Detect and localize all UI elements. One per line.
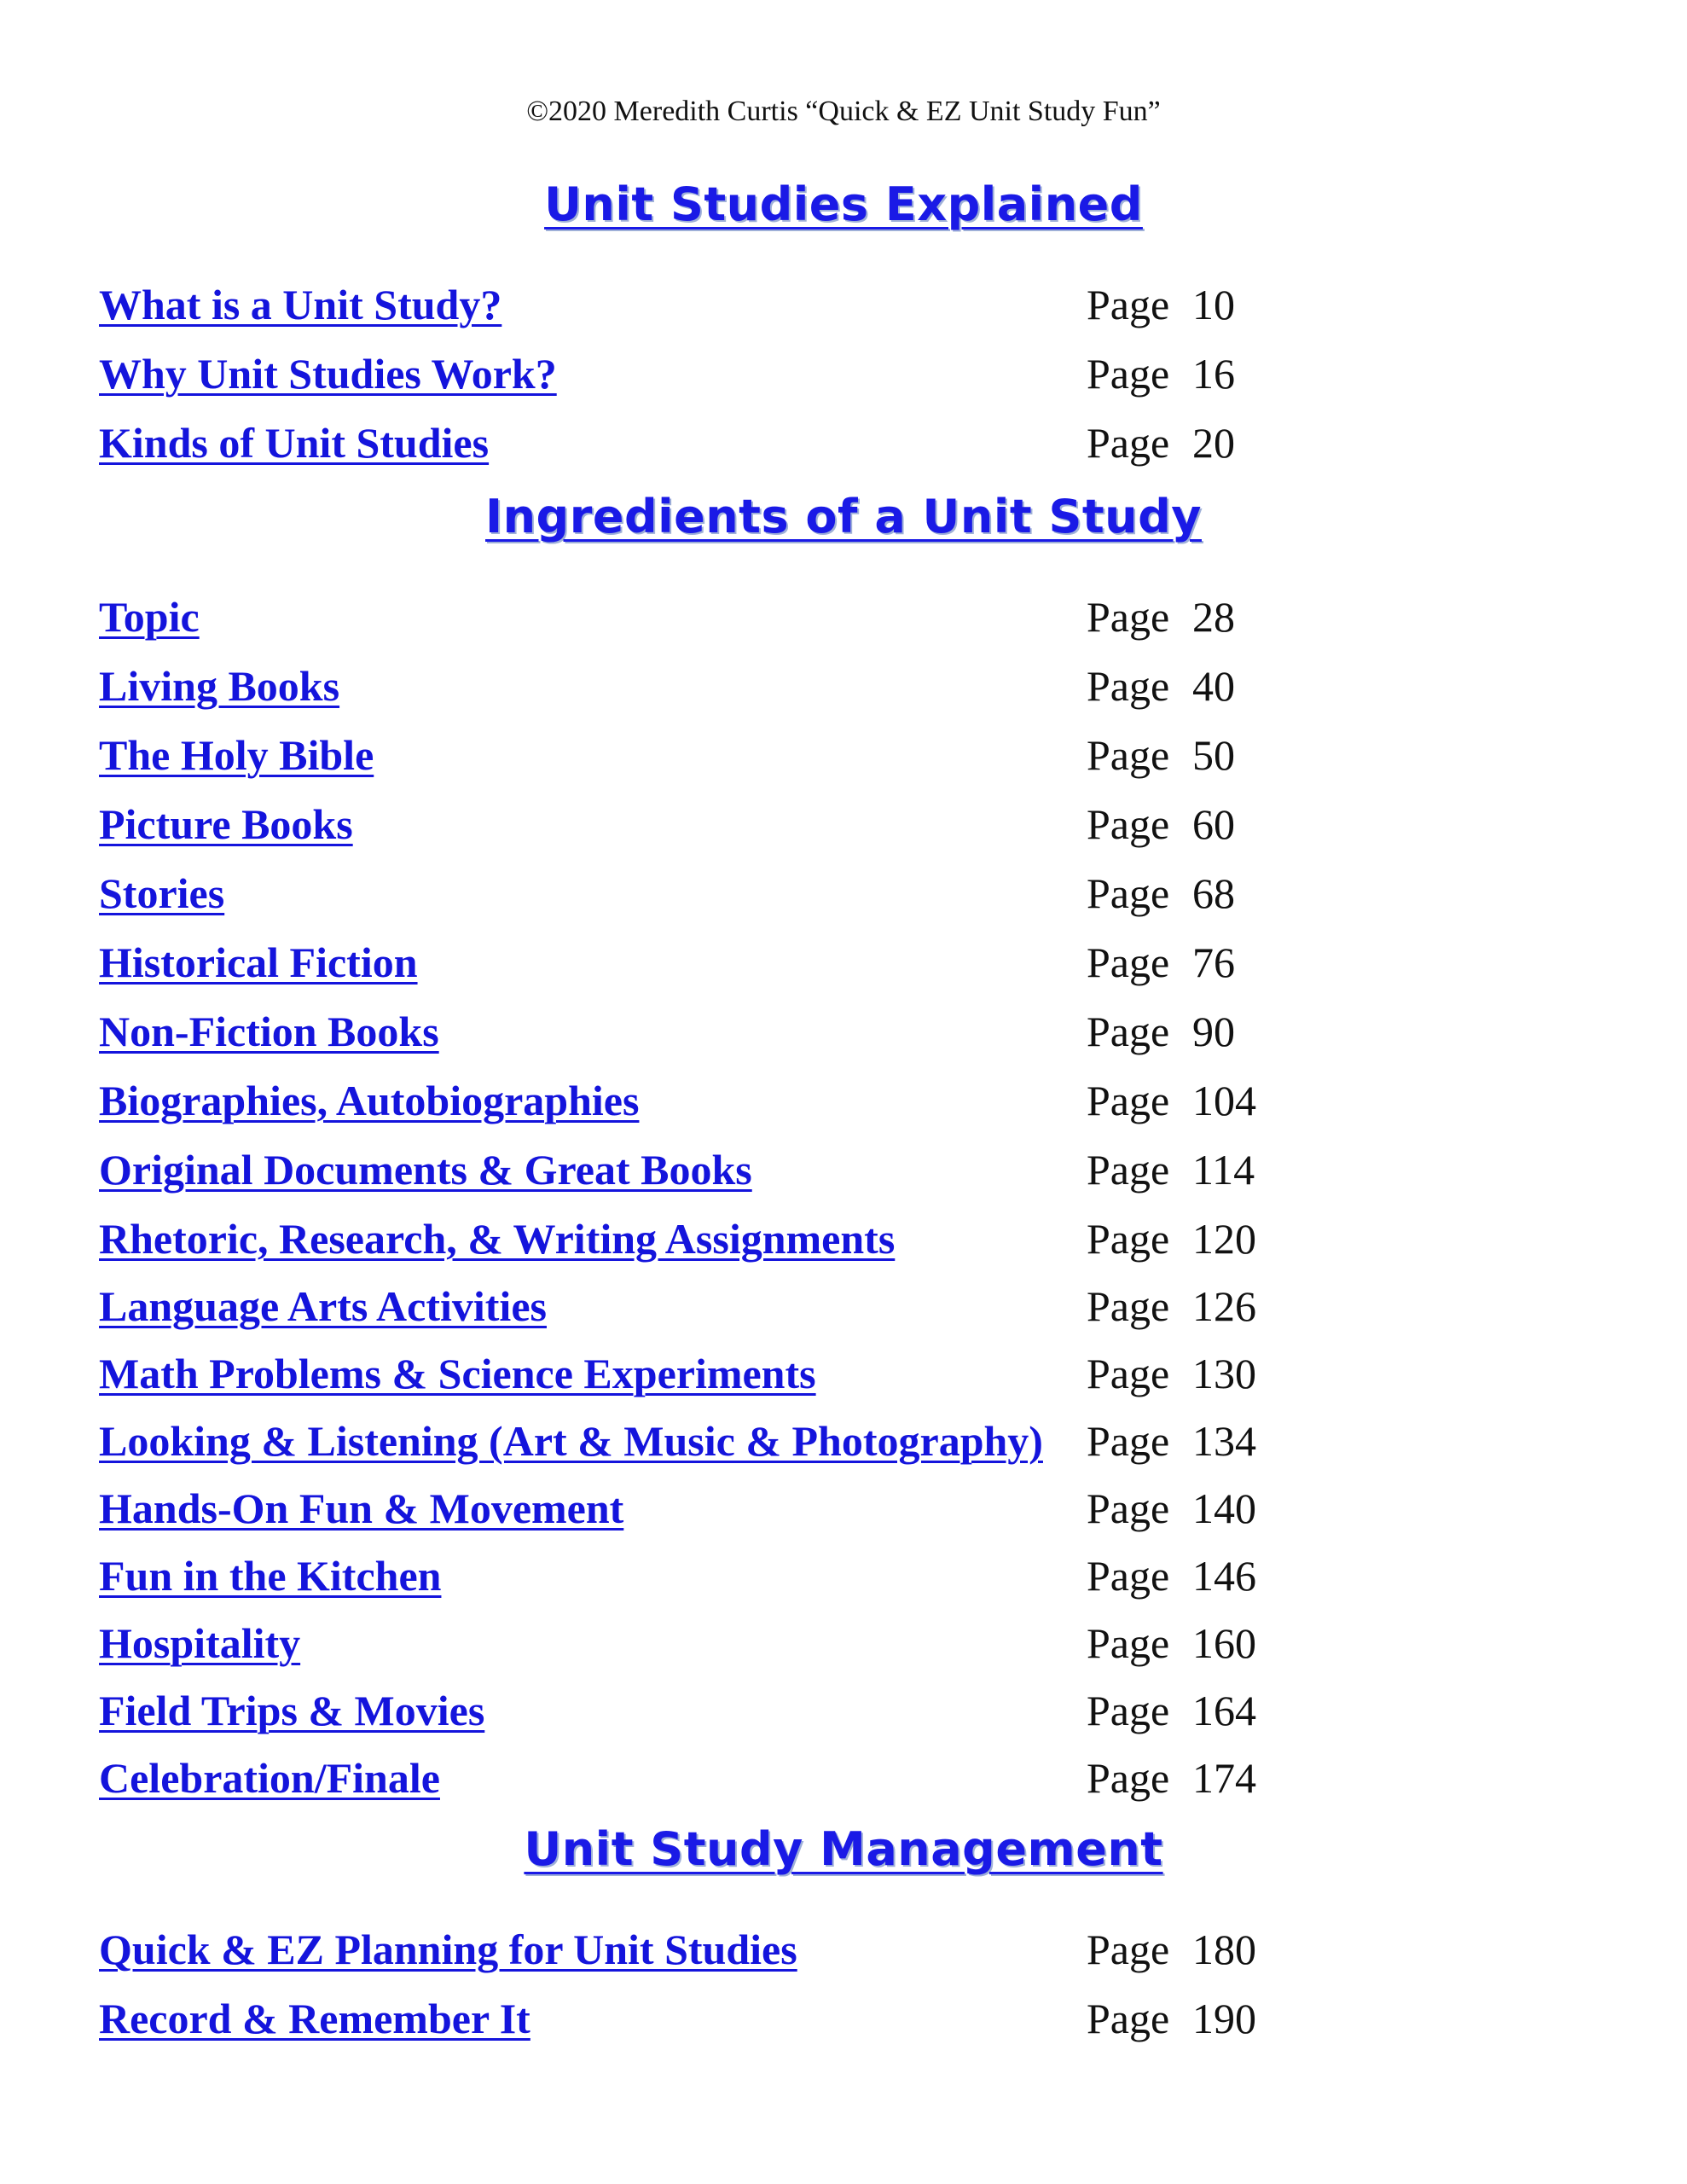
toc-entry	[99, 725, 1259, 785]
toc-entry	[99, 275, 1259, 334]
toc-page-number: Page 90	[1087, 1008, 1235, 1055]
toc-link-looking-listening[interactable]: Looking & Listening (Art & Music & Photography)	[99, 1417, 1043, 1465]
toc-entry	[99, 794, 1259, 854]
toc-page-number: Page 20	[1087, 419, 1235, 467]
toc-entry	[99, 1478, 1259, 1538]
toc-entry	[99, 1002, 1259, 1061]
toc-link-why-unit-studies-work[interactable]: Why Unit Studies Work?	[99, 350, 557, 398]
toc-link-rhetoric-research-writing[interactable]: Rhetoric, Research, & Writing Assignments	[99, 1215, 896, 1263]
toc-entry	[99, 1989, 1259, 2048]
toc-page-number: Page 160	[1087, 1619, 1256, 1667]
toc-page-number: Page 50	[1087, 731, 1235, 779]
toc-entry	[99, 1748, 1259, 1808]
toc-link-biographies-autobiographies[interactable]: Biographies, Autobiographies	[99, 1077, 640, 1124]
toc-page-number: Page 134	[1087, 1417, 1256, 1465]
toc-link-picture-books[interactable]: Picture Books	[99, 800, 353, 848]
toc-page-number: Page 16	[1087, 350, 1235, 398]
toc-entry	[99, 1920, 1259, 1979]
toc-link-record-remember-it[interactable]: Record & Remember It	[99, 1995, 530, 2042]
toc-link-celebration-finale[interactable]: Celebration/Finale	[99, 1754, 440, 1802]
toc-page-number: Page 120	[1087, 1215, 1256, 1263]
section-title-unit-studies-explained: Unit Studies Explained	[544, 177, 1143, 231]
section-title-ingredients-of-a-unit-study: Ingredients of a Unit Study	[485, 490, 1202, 543]
toc-page-number: Page 130	[1087, 1350, 1256, 1397]
toc-link-hospitality[interactable]: Hospitality	[99, 1619, 301, 1667]
toc-entry	[99, 1071, 1259, 1130]
toc-page-number: Page 76	[1087, 938, 1235, 986]
toc-link-historical-fiction[interactable]: Historical Fiction	[99, 938, 418, 986]
toc-page-number: Page 140	[1087, 1484, 1256, 1532]
toc-entry	[99, 587, 1259, 647]
section-title-unit-study-management: Unit Study Management	[524, 1822, 1163, 1876]
toc-entry	[99, 932, 1259, 992]
page-header: ©2020 Meredith Curtis “Quick & EZ Unit Study Fun”	[526, 96, 1161, 127]
toc-entry	[99, 1546, 1259, 1606]
toc-page-number: Page 10	[1087, 281, 1235, 328]
toc-entry	[99, 1209, 1259, 1269]
toc-page-number: Page 180	[1087, 1926, 1256, 1973]
toc-entry	[99, 413, 1259, 473]
toc-page-number: Page 40	[1087, 662, 1235, 710]
toc-entry	[99, 863, 1259, 923]
toc-page-number: Page 146	[1087, 1552, 1256, 1600]
toc-link-math-problems-science-experiments[interactable]: Math Problems & Science Experiments	[99, 1350, 816, 1397]
toc-link-living-books[interactable]: Living Books	[99, 662, 340, 710]
toc-link-what-is-a-unit-study[interactable]: What is a Unit Study?	[99, 281, 502, 328]
toc-page-number: Page 190	[1087, 1995, 1256, 2042]
toc-entry	[99, 1344, 1259, 1403]
toc-link-language-arts-activities[interactable]: Language Arts Activities	[99, 1282, 547, 1330]
toc-entry	[99, 1613, 1259, 1673]
toc-page-number: Page 28	[1087, 593, 1235, 641]
toc-link-stories[interactable]: Stories	[99, 869, 225, 917]
toc-link-non-fiction-books[interactable]: Non-Fiction Books	[99, 1008, 439, 1055]
toc-page-number: Page 114	[1087, 1146, 1255, 1194]
toc-entry	[99, 1140, 1259, 1199]
toc-link-kinds-of-unit-studies[interactable]: Kinds of Unit Studies	[99, 419, 490, 467]
toc-page-number: Page 104	[1087, 1077, 1256, 1124]
toc-link-hands-on-fun-movement[interactable]: Hands-On Fun & Movement	[99, 1484, 624, 1532]
toc-link-the-holy-bible[interactable]: The Holy Bible	[99, 731, 374, 779]
toc-page-number: Page 60	[1087, 800, 1235, 848]
toc-link-quick-ez-planning[interactable]: Quick & EZ Planning for Unit Studies	[99, 1926, 797, 1973]
toc-page-number: Page 68	[1087, 869, 1235, 917]
toc-page-number: Page 164	[1087, 1687, 1256, 1734]
toc-link-topic[interactable]: Topic	[99, 593, 200, 641]
toc-entry	[99, 1276, 1259, 1336]
toc-link-field-trips-movies[interactable]: Field Trips & Movies	[99, 1687, 485, 1734]
toc-link-fun-in-the-kitchen[interactable]: Fun in the Kitchen	[99, 1552, 442, 1600]
toc-entry	[99, 656, 1259, 716]
toc-link-original-documents-great-books[interactable]: Original Documents & Great Books	[99, 1146, 752, 1194]
toc-page-number: Page 174	[1087, 1754, 1256, 1802]
toc-entry	[99, 1411, 1259, 1471]
toc-page-number: Page 126	[1087, 1282, 1256, 1330]
toc-entry	[99, 344, 1259, 404]
toc-entry	[99, 1681, 1259, 1740]
